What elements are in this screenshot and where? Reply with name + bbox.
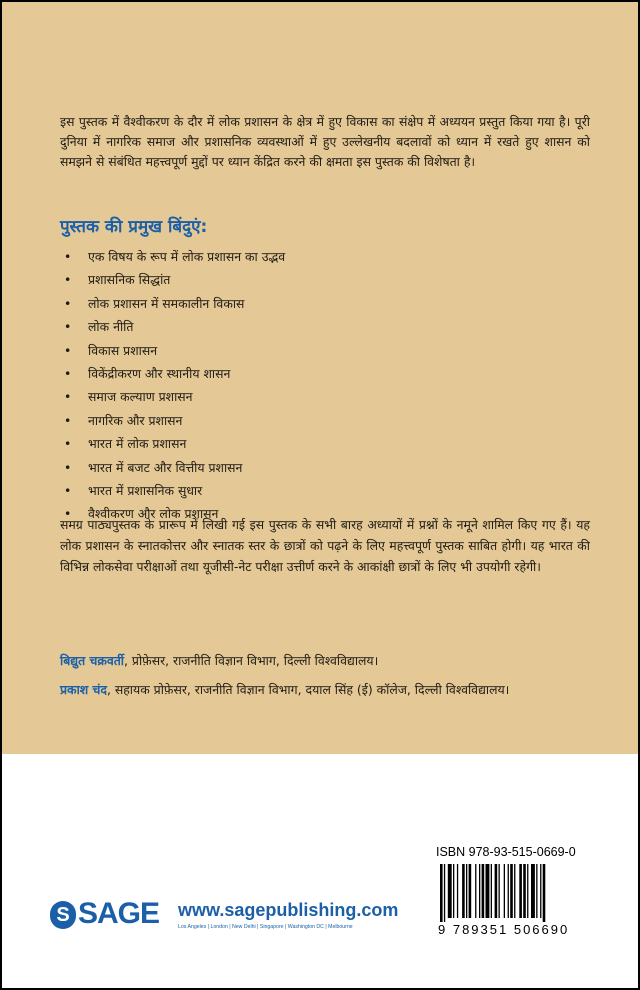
barcode-bar (457, 864, 458, 918)
barcode-bar (479, 864, 480, 918)
barcode-bar (448, 864, 452, 918)
list-item: • समाज कल्याण प्रशासन (60, 385, 285, 408)
intro-paragraph: इस पुस्तक में वैश्वीकरण के दौर में लोक प्रशासन के क्षेत्र में हुए विकास का संक्षेप में अध्ययन प्रस्तुत किया गया है। पूरी दुनिया में नागरिक समाज और प्रशासनिक व्यवस्थाओं में हुए उल्लेखनीय बदलावों को ध्यान में रखते हुए शासन को समझने से संबंधित महत्त्वपूर्ण मुद्दों पर ध्यान केंद्रित करने की क्षमता इस पुस्तक की विशेषता है। (60, 114, 590, 169)
author-name: बिद्युत चक्रवर्ती (60, 653, 125, 668)
list-item: • नागरिक और प्रशासन (60, 409, 285, 432)
list-item: • एक विषय के रूप में लोक प्रशासन का उद्भव (60, 245, 285, 268)
barcode-bar (469, 864, 472, 918)
list-item: • प्रशासनिक सिद्धांत (60, 268, 285, 291)
list-item: • भारत में बजट और वित्तीय प्रशासन (60, 456, 285, 479)
highlights-list (60, 245, 285, 526)
list-item: • विकेंद्रीकरण और स्थानीय शासन (60, 362, 285, 385)
barcode-bar (495, 864, 498, 918)
isbn-label: ISBN 978-93-515-0669-0 (436, 845, 576, 859)
author-affiliation: , सहायक प्रोफ़ेसर, राजनीति विज्ञान विभाग, दयाल सिंह (ई) कॉलेज, दिल्ली विश्वविद्यालय। (106, 682, 510, 697)
barcode-bar (510, 864, 513, 918)
highlights-title: पुस्तक की प्रमुख बिंदुएं: (60, 217, 208, 237)
barcode-bar (514, 864, 515, 918)
list-item: • वैश्वीकरण और लोक प्रशासन (60, 502, 285, 525)
barcode-bar (504, 864, 505, 918)
publisher-url[interactable]: www.sagepublishing.com (178, 900, 399, 920)
list-item: • लोक नीति (60, 315, 285, 338)
author-affiliation: , प्रोफ़ेसर, राजनीति विज्ञान विभाग, दिल्ली विश्वविद्यालय। (124, 653, 379, 668)
barcode-bar (499, 864, 500, 918)
barcode-bar (508, 864, 509, 918)
barcode-bar (543, 864, 546, 922)
list-item: • भारत में लोक प्रशासन (60, 432, 285, 455)
barcode-bar (486, 864, 490, 918)
barcode-bar (523, 864, 526, 918)
barcode-bar (440, 864, 443, 922)
barcode-bar (482, 864, 485, 918)
tan-panel (2, 2, 638, 754)
barcode-bar (444, 864, 445, 922)
list-item: • लोक प्रशासन में समकालीन विकास (60, 292, 285, 315)
barcode-bar (466, 864, 467, 918)
barcode-bar (540, 864, 541, 918)
barcode-bar (491, 864, 492, 918)
barcode-bar (519, 864, 522, 918)
list-item: • विकास प्रशासन (60, 339, 285, 362)
publisher-cities: Los Angeles | London | New Delhi | Singapore | Washington DC | Melbourne (178, 924, 353, 930)
author-line-2 (60, 681, 509, 698)
author-name: प्रकाश चंद (60, 682, 107, 697)
publisher-logo-block (50, 897, 430, 937)
author-line-1 (60, 652, 378, 669)
barcode-bar (531, 864, 535, 918)
barcode-bar (462, 864, 465, 918)
barcode-bar (475, 864, 476, 918)
barcode-bar (536, 864, 537, 918)
barcode-bar (527, 864, 528, 918)
sage-logo-icon: S (50, 901, 76, 929)
sage-logo-wordmark: SAGE (78, 897, 160, 930)
closing-paragraph: समग्र पाठ्यपुस्तक के प्रारूप में लिखी गई इस पुस्तक के सभी बारह अध्यायों में प्रश्नों के नमूने शामिल किए गए हैं। यह लोक प्रशासन के स्नातकोत्तर और स्नातक स्तर के छात्रों को पढ़ने के लिए महत्त्वपूर्ण पुस्तक साबित होगी। यह भारत की विभिन्न लोकसेवा परीक्षाओं तथा यूजीसी-नेट परीक्षा उत्तीर्ण करने के आकांक्षी छात्रों के लिए भी उपयोगी रहेगी। (60, 517, 590, 574)
barcode-image (438, 864, 608, 922)
barcode-digits: 9 789351 506690 (438, 922, 570, 937)
barcode-bar (453, 864, 454, 918)
list-item: • भारत में प्रशासनिक सुधार (60, 479, 285, 502)
